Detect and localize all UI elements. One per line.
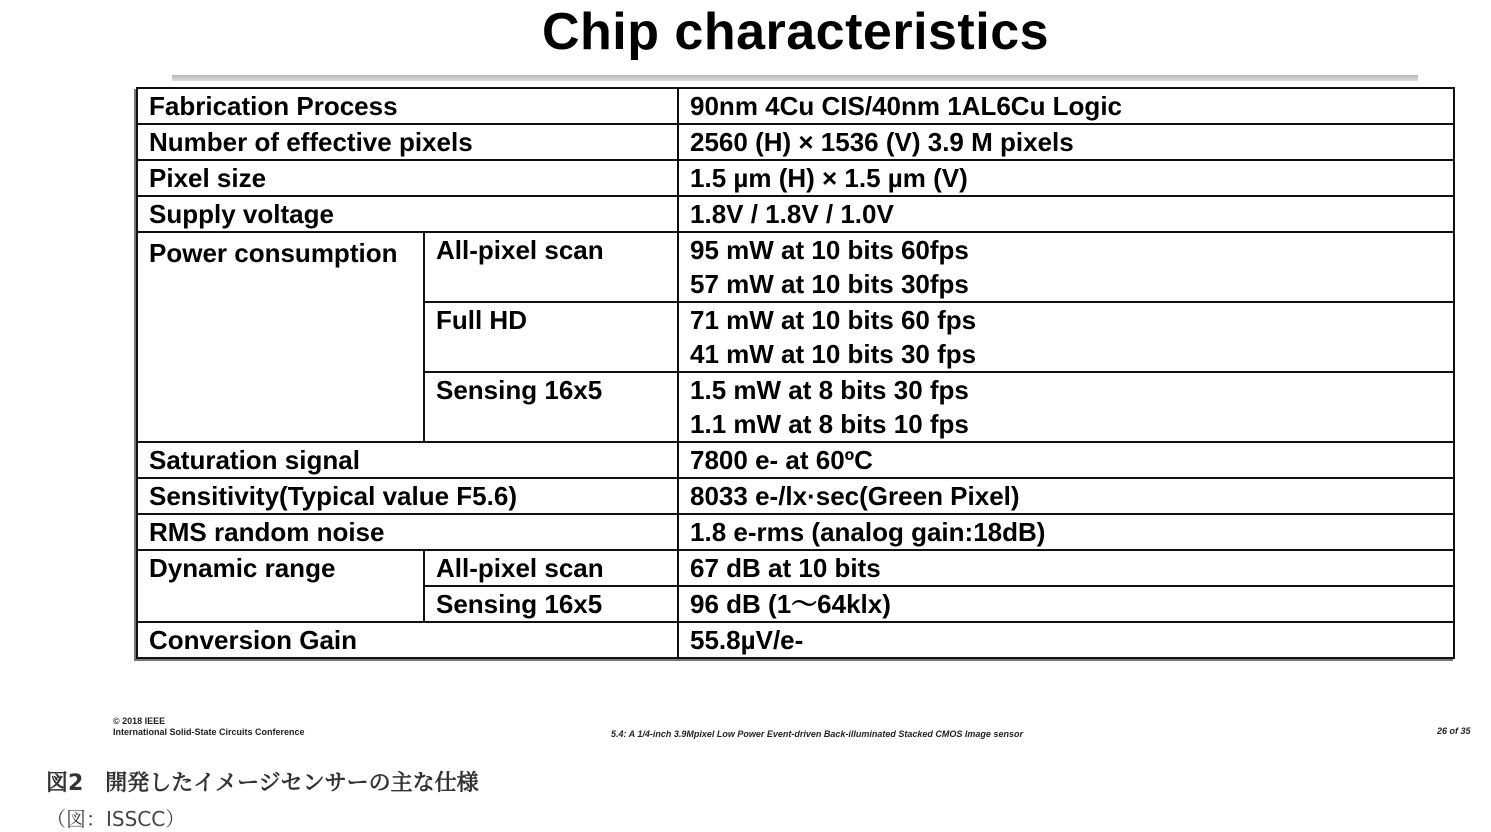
row-value: 8033 e-/lx·sec(Green Pixel) bbox=[678, 478, 1454, 514]
row-mode: All-pixel scan bbox=[424, 232, 678, 302]
value-line: 95 mW at 10 bits 60fps bbox=[690, 235, 969, 265]
row-value bbox=[678, 232, 1454, 302]
table-row bbox=[137, 124, 1454, 160]
row-label: Fabrication Process bbox=[137, 88, 678, 124]
table-row bbox=[137, 550, 1454, 586]
row-value: 2560 (H) × 1536 (V) 3.9 M pixels bbox=[678, 124, 1454, 160]
value-line: 57 mW at 10 bits 30fps bbox=[690, 269, 969, 299]
figure-credit: （図：ISSCC） bbox=[46, 807, 186, 831]
row-label: Number of effective pixels bbox=[137, 124, 678, 160]
row-label: Supply voltage bbox=[137, 196, 678, 232]
table-row bbox=[137, 196, 1454, 232]
row-mode: Full HD bbox=[424, 302, 678, 372]
row-label: Power consumption bbox=[137, 232, 424, 442]
row-value: 7800 e- at 60ºC bbox=[678, 442, 1454, 478]
table-row bbox=[137, 478, 1454, 514]
figure-caption: 図2 開発したイメージセンサーの主な仕様 bbox=[46, 771, 479, 796]
row-value: 1.8V / 1.8V / 1.0V bbox=[678, 196, 1454, 232]
row-label: Dynamic range bbox=[137, 550, 424, 622]
row-value: 55.8µV/e- bbox=[678, 622, 1454, 658]
row-value: 90nm 4Cu CIS/40nm 1AL6Cu Logic bbox=[678, 88, 1454, 124]
row-value: 96 dB (1～64klx) bbox=[678, 586, 1454, 622]
value-line: 1.1 mW at 8 bits 10 fps bbox=[690, 409, 969, 439]
row-mode: Sensing 16x5 bbox=[424, 586, 678, 622]
slide-title: Chip characteristics bbox=[541, 3, 1050, 61]
table-row bbox=[137, 622, 1454, 658]
value-line: 1.5 mW at 8 bits 30 fps bbox=[690, 375, 969, 405]
row-mode: All-pixel scan bbox=[424, 550, 678, 586]
table-row bbox=[137, 160, 1454, 196]
table-row bbox=[137, 514, 1454, 550]
row-value: 1.5 µm (H) × 1.5 µm (V) bbox=[678, 160, 1454, 196]
table-row bbox=[137, 232, 1454, 302]
title-divider bbox=[172, 75, 1418, 81]
paper-title: 5.4: A 1/4-inch 3.9Mpixel Low Power Event-driven Back-illuminated Stacked CMOS Image sensor bbox=[611, 729, 1023, 739]
copyright-text: © 2018 IEEE bbox=[113, 716, 166, 726]
row-mode: Sensing 16x5 bbox=[424, 372, 678, 442]
value-line: 41 mW at 10 bits 30 fps bbox=[690, 339, 977, 369]
value-line: 71 mW at 10 bits 60 fps bbox=[690, 305, 977, 335]
spec-table bbox=[136, 87, 1455, 659]
row-label: Pixel size bbox=[137, 160, 678, 196]
row-value: 67 dB at 10 bits bbox=[678, 550, 1454, 586]
row-label: Sensitivity(Typical value F5.6) bbox=[137, 478, 678, 514]
slide-footer-source bbox=[113, 716, 305, 738]
page-number: 26 of 35 bbox=[1437, 726, 1471, 736]
row-value bbox=[678, 372, 1454, 442]
table-row bbox=[137, 442, 1454, 478]
row-value bbox=[678, 302, 1454, 372]
row-value: 1.8 e-rms (analog gain:18dB) bbox=[678, 514, 1454, 550]
row-label: Conversion Gain bbox=[137, 622, 678, 658]
row-label: Saturation signal bbox=[137, 442, 678, 478]
row-label: RMS random noise bbox=[137, 514, 678, 550]
table-row bbox=[137, 88, 1454, 124]
conference-name: International Solid-State Circuits Conference bbox=[113, 727, 305, 737]
